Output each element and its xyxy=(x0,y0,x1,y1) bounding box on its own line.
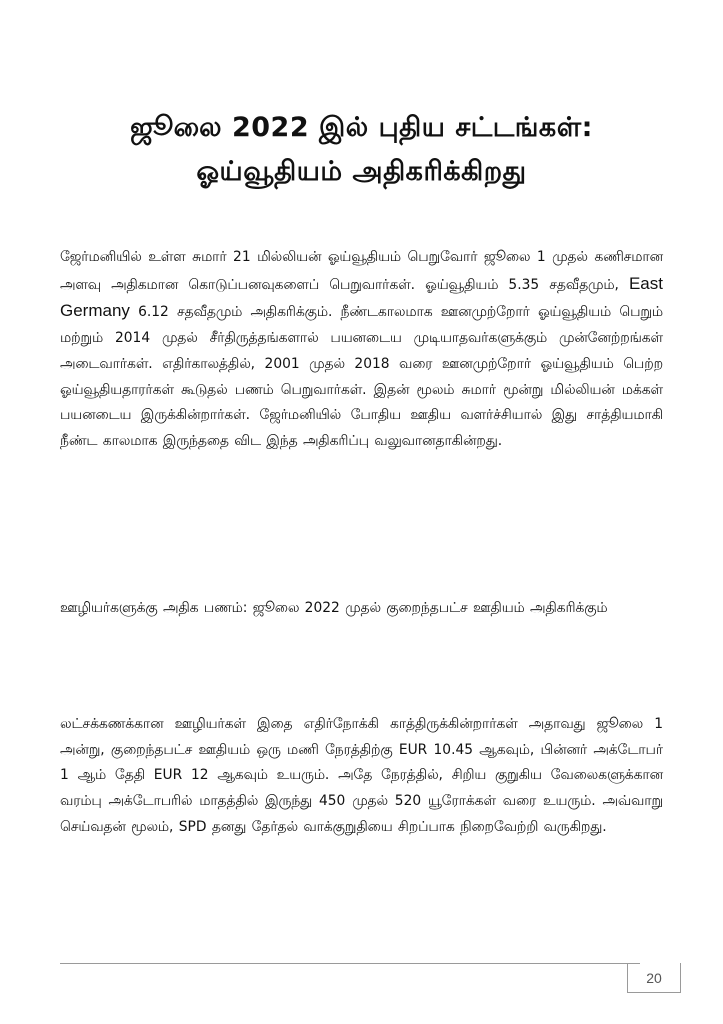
minimum-wage-paragraph: லட்சக்கணக்கான ஊழியர்கள் இதை எதிர்நோக்கி காத்திருக்கின்றார்கள் அதாவது ஜூலை 1 அன்று, குறைந்தபட்ச ஊதியம் ஒரு மணி நேரத்திற்கு EUR 10.45 ஆகவும், பின்னர் அக்டோபர் 1 ஆம் தேதி EUR 12 ஆகவும் உயரும். அதே நேரத்தில், சிறிய குறுகிய வேலைகளுக்கான வரம்பு அக்டோபரில் மாதத்தில் இருந்து 450 முதல் 520 யூரோக்கள் வரை உயரும். அவ்வாறு செய்வதன் மூலம், SPD தனது தேர்தல் வாக்குறுதியை சிறப்பாக நிறைவேற்றி வருகிறது. xyxy=(60,716,663,835)
minimum-wage-heading: ஊழியர்களுக்கு அதிக பணம்: ஜூலை 2022 முதல் குறைந்தபட்ச ஊதியம் அதிகரிக்கும் xyxy=(60,600,608,616)
page-title xyxy=(60,106,663,194)
page-number: 20 xyxy=(627,963,681,993)
pension-paragraph-text-2: 6.12 சதவீதமும் அதிகரிக்கும். நீண்டகாலமாக ஊனமுற்றோர் ஓய்வூதியம் பெறும் மற்றும் 2014 முதல் சீர்திருத்தங்களால் பயனடைய முடியாதவர்களுக்கும் முன்னேற்றங்கள் அடைவார்கள். எதிர்காலத்தில், 2001 முதல் 2018 வரை ஊனமுற்றோர் ஓய்வூதியம் பெற்ற ஓய்வூதியதாரர்கள் கூடுதல் பணம் பெறுவார்கள். இதன் மூலம் சுமார் மூன்று மில்லியன் மக்கள் பயனடைய இருக்கின்றார்கள். ஜேர்மனியில் போதிய ஊதிய வளர்ச்சியால் இது சாத்தியமாகி நீண்ட காலமாக இருந்ததை விட இந்த அதிகரிப்பு வலுவானதாகின்றது. xyxy=(60,304,663,449)
footer-divider xyxy=(60,963,640,964)
title-line-2: ஓய்வூதியம் அதிகரிக்கிறது xyxy=(196,156,527,187)
title-line-1: ஜூலை 2022 இல் புதிய சட்டங்கள்: xyxy=(130,112,593,143)
east-germany-text: East Germany xyxy=(60,273,663,321)
pension-paragraph xyxy=(60,245,663,455)
pension-paragraph-text-1: ஜேர்மனியில் உள்ள சுமார் 21 மில்லியன் ஓய்வூதியம் பெறுவோர் ஜூலை 1 முதல் கணிசமான அளவு அதிகமான கொடுப்பனவுகளைப் பெறுவார்கள். ஓய்வூதியம் 5.35 சதவீதமும், xyxy=(60,249,663,293)
